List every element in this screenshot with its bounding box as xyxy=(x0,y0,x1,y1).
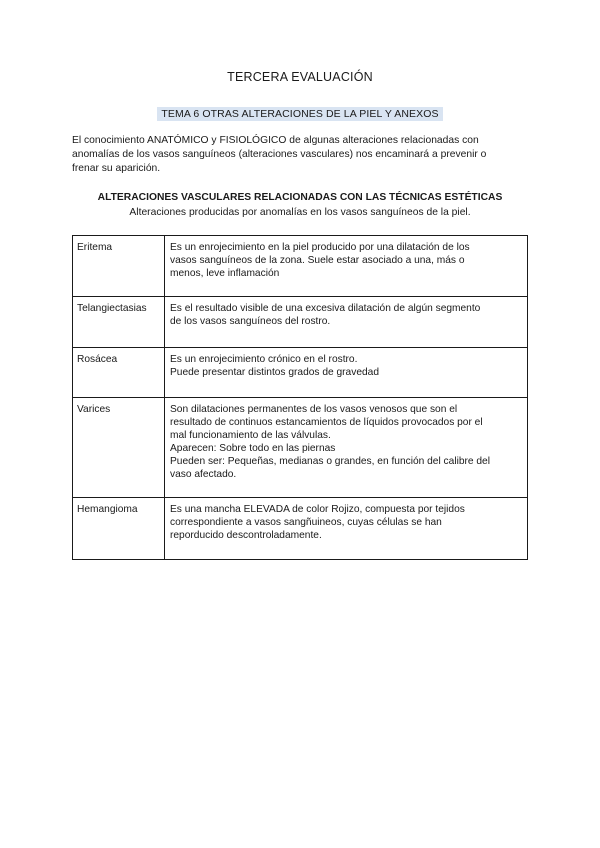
description-line: Aparecen: Sobre todo en las piernas xyxy=(170,443,336,454)
page-subtitle: TEMA 6 OTRAS ALTERACIONES DE LA PIEL Y ANEXOS xyxy=(157,107,442,121)
description-line: vasos sanguíneos de la zona. Suele estar asociado a una, más o xyxy=(170,255,465,266)
table-row xyxy=(73,297,528,348)
table-row xyxy=(73,398,528,498)
description-line: Pueden ser: Pequeñas, medianas o grandes, en función del calibre del xyxy=(170,456,490,467)
description-line: reporducido descontroladamente. xyxy=(170,530,322,541)
description-line: Es una mancha ELEVADA de color Rojizo, compuesta por tejidos xyxy=(170,504,465,515)
description-line: Puede presentar distintos grados de gravedad xyxy=(170,367,379,378)
description-line: mal funcionamiento de las válvulas. xyxy=(170,430,331,441)
term-cell: Eritema xyxy=(73,236,165,297)
table-row xyxy=(73,348,528,398)
description-cell xyxy=(165,236,528,297)
page-title: TERCERA EVALUACIÓN xyxy=(227,70,373,84)
subtitle-wrapper xyxy=(0,104,600,122)
term-cell: Telangiectasias xyxy=(73,297,165,348)
table-row xyxy=(73,236,528,297)
description-line: de los vasos sanguíneos del rostro. xyxy=(170,316,331,327)
table-row xyxy=(73,498,528,560)
description-line: Son dilataciones permanentes de los vasos venosos que son el xyxy=(170,404,458,415)
section-heading: ALTERACIONES VASCULARES RELACIONADAS CON LAS TÉCNICAS ESTÉTICAS xyxy=(97,192,503,203)
term-cell: Rosácea xyxy=(73,348,165,398)
term-cell: Varices xyxy=(73,398,165,498)
intro-line: anomalías de los vasos sanguíneos (alteraciones vasculares) nos encaminará a prevenir o xyxy=(72,149,487,160)
alterations-table xyxy=(72,235,528,560)
intro-line: frenar su aparición. xyxy=(72,163,161,174)
description-cell xyxy=(165,348,528,398)
description-line: menos, leve inflamación xyxy=(170,268,280,279)
term-cell: Hemangioma xyxy=(73,498,165,560)
description-line: Es el resultado visible de una excesiva dilatación de algún segmento xyxy=(170,303,481,314)
description-line: correspondiente a vasos sangñuineos, cuyas células se han xyxy=(170,517,442,528)
description-line: vaso afectado. xyxy=(170,469,237,480)
intro-paragraph xyxy=(72,134,530,176)
description-cell xyxy=(165,498,528,560)
description-line: resultado de continuos estancamientos de líquidos provocados por el xyxy=(170,417,483,428)
description-line: Es un enrojecimiento en la piel producido por una dilatación de los xyxy=(170,242,470,253)
description-line: Es un enrojecimiento crónico en el rostro. xyxy=(170,354,358,365)
intro-line: El conocimiento ANATÓMICO y FISIOLÓGICO de algunas alteraciones relacionadas con xyxy=(72,135,479,146)
description-cell xyxy=(165,398,528,498)
section-subheading: Alteraciones producidas por anomalías en los vasos sanguíneos de la piel. xyxy=(129,207,471,218)
description-cell xyxy=(165,297,528,348)
